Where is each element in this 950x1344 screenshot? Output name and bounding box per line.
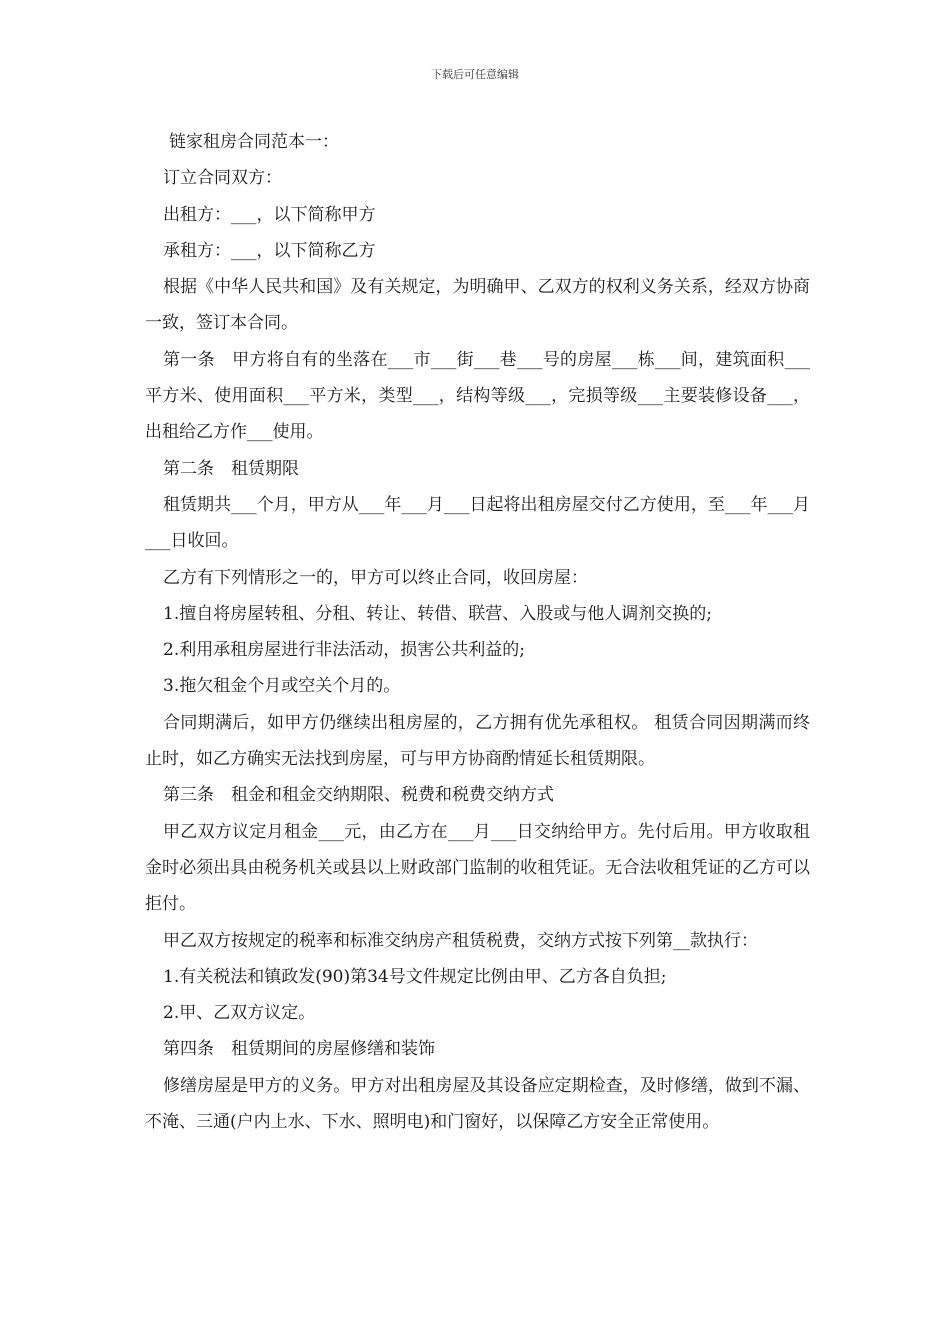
list-item: 3.拖欠租金个月或空关个月的。 xyxy=(163,676,401,697)
list-item: 1.擅自将房屋转租、分租、转让、转借、联营、入股或与他人调剂交换的; xyxy=(163,603,712,624)
list-item: 1.有关税法和镇政发(90)第34号文件规定比例由甲、乙方各自负担; xyxy=(163,966,667,987)
paragraph: 甲乙双方按规定的税率和标准交纳房产租赁税费，交纳方式按下列第__款执行： xyxy=(163,930,758,951)
paragraph: 订立合同双方： xyxy=(163,168,282,189)
list-item: 2.甲、乙双方议定。 xyxy=(163,1003,316,1024)
paragraph: 合同期满后，如甲方仍继续出租房屋的，乙方拥有优先承租权。 租赁合同因期满而终止时，如乙方确实无法找到房屋，可与甲方协商酌情延长租赁期限。 xyxy=(145,712,810,770)
article-1: 第一条 甲方将自有的坐落在___市___街___巷___号的房屋___栋___间，建筑面积___平方米、使用面积___平方米，类型___，结构等级___，完损等级___主要装修设备___，出租给乙方作___使用。 xyxy=(145,349,810,443)
paragraph: 乙方有下列情形之一的，甲方可以终止合同，收回房屋： xyxy=(163,567,588,588)
paragraph: 承租方：___，以下简称乙方 xyxy=(163,240,376,261)
paragraph: 甲乙双方议定月租金___元，由乙方在___月___日交纳给甲方。先付后用。甲方收取租金时必须出具由税务机关或县以上财政部门监制的收租凭证。无合法收租凭证的乙方可以拒付。 xyxy=(145,821,810,915)
document-body xyxy=(145,124,810,1140)
paragraph: 出租方：___，以下简称甲方 xyxy=(163,204,376,225)
paragraph: 修缮房屋是甲方的义务。甲方对出租房屋及其设备应定期检查，及时修缮，做到不漏、不淹、三通(户内上水、下水、照明电)和门窗好，以保障乙方安全正常使用。 xyxy=(145,1075,810,1133)
article-4-heading: 第四条 租赁期间的房屋修缮和装饰 xyxy=(163,1039,435,1060)
article-3-heading: 第三条 租金和租金交纳期限、税费和税费交纳方式 xyxy=(163,785,554,806)
document-title: 链家租房合同范本一： xyxy=(169,132,339,152)
paragraph: 根据《中华人民共和国》及有关规定，为明确甲、乙双方的权利义务关系，经双方协商一致，签订本合同。 xyxy=(145,277,810,334)
list-item: 2.利用承租房屋进行非法活动，损害公共利益的; xyxy=(163,640,525,661)
page-header: 下载后可任意编辑 xyxy=(431,68,519,81)
article-2-heading: 第二条 租赁期限 xyxy=(163,458,299,479)
paragraph: 租赁期共___个月，甲方从___年___月___日起将出租房屋交付乙方使用，至___年___月___日收回。 xyxy=(145,494,810,552)
